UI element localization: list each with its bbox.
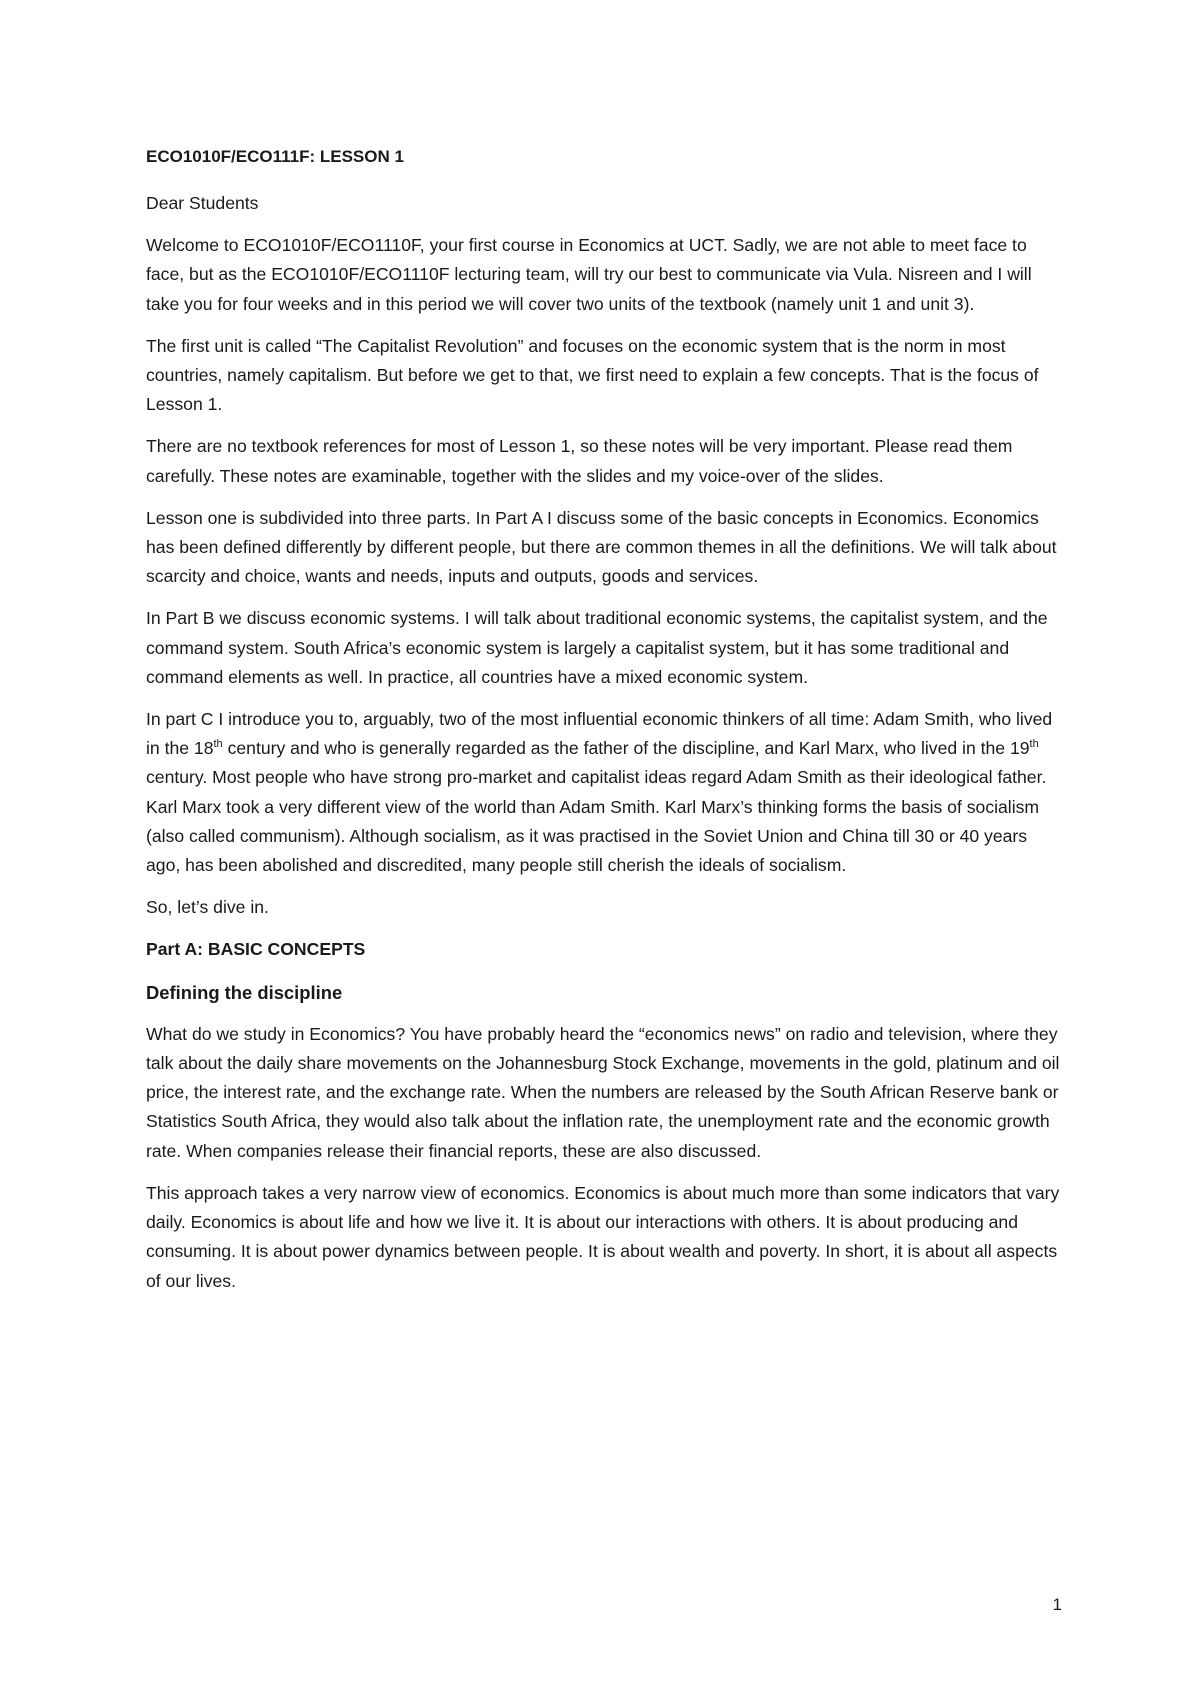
intro-paragraph: Welcome to ECO1010F/ECO1110F, your first course in Economics at UCT. Sadly, we are not able to meet face to face, but as the ECO1010F/ECO1110F lecturing team, will try our best to communicate via Vula. Nisreen and I will take you for four weeks and in this period we will cover two units of the textbook (namely unit 1 and unit 3). <box>146 235 1032 314</box>
economics-news-paragraph: What do we study in Economics? You have probably heard the “economics news” on radio and television, where they talk about the daily share movements on the Johannesburg Stock Exchange, movements in the gold, platinum and oil price, the interest rate, and the exchange rate. When the numbers are released by the South African Reserve bank or Statistics South Africa, they would also talk about the inflation rate, the unemployment rate and the economic growth rate. When companies release their financial reports, these are also discussed. <box>146 1023 1060 1161</box>
part-a-heading: Part A: BASIC CONCEPTS <box>146 939 366 960</box>
salutation: Dear Students <box>146 193 259 213</box>
unit-paragraph: The first unit is called “The Capitalist Revolution” and focuses on the economic system that is the norm in most countries, namely capitalism. But before we get to that, we first need to explain a few concepts. That is the focus of Lesson 1. <box>146 335 1039 415</box>
part-c-text-2: century and who is generally regarded as the father of the discipline, and Karl Marx, who lived in the 19 <box>222 738 1030 759</box>
dive-in-line: So, let’s dive in. <box>146 897 269 918</box>
ordinal-suffix-18th: th <box>213 738 223 751</box>
part-c-text-3: century. Most people who have strong pro-market and capitalist ideas regard Adam Smith as their ideological father. Karl Marx took a very different view of the world than Adam Smith. Karl Marx’s thinking forms the basis of socialism (also called communism). Although socialism, as it was practised in the Soviet Union and China till 30 or 40 years ago, has been abolished and discredited, many people still cherish the ideals of socialism. <box>146 767 1047 876</box>
part-c-text-1: In part C I introduce you to, arguably, two of the most influential economic thinkers of all time: Adam Smith, who lived in the 18 <box>146 709 1053 759</box>
page-number: 1 <box>1052 1595 1062 1614</box>
part-a-overview-paragraph: Lesson one is subdivided into three parts. In Part A I discuss some of the basic concepts in Economics. Economics has been defined differently by different people, but there are common themes in all the definitions. We will talk about scarcity and choice, wants and needs, inputs and outputs, goods and services. <box>146 507 1057 587</box>
ordinal-suffix-19th: th <box>1029 738 1039 751</box>
narrow-view-paragraph: This approach takes a very narrow view of economics. Economics is about much more than some indicators that vary daily. Economics is about life and how we live it. It is about our interactions with others. It is about producing and consuming. It is about power dynamics between people. It is about wealth and poverty. In short, it is about all aspects of our lives. <box>146 1182 1060 1291</box>
part-c-overview-paragraph <box>146 705 1066 880</box>
references-paragraph: There are no textbook references for most of Lesson 1, so these notes will be very important. Please read them carefully. These notes are examinable, together with the slides and my voice-over of the slides. <box>146 436 1013 486</box>
document-title: ECO1010F/ECO111F: LESSON 1 <box>146 147 404 166</box>
document-page <box>146 146 1066 1309</box>
defining-discipline-heading: Defining the discipline <box>146 981 343 1003</box>
part-b-overview-paragraph: In Part B we discuss economic systems. I will talk about traditional economic systems, the capitalist system, and the command system. South Africa’s economic system is largely a capitalist system, but it has some traditional and command elements as well. In practice, all countries have a mixed economic system. <box>146 608 1048 687</box>
